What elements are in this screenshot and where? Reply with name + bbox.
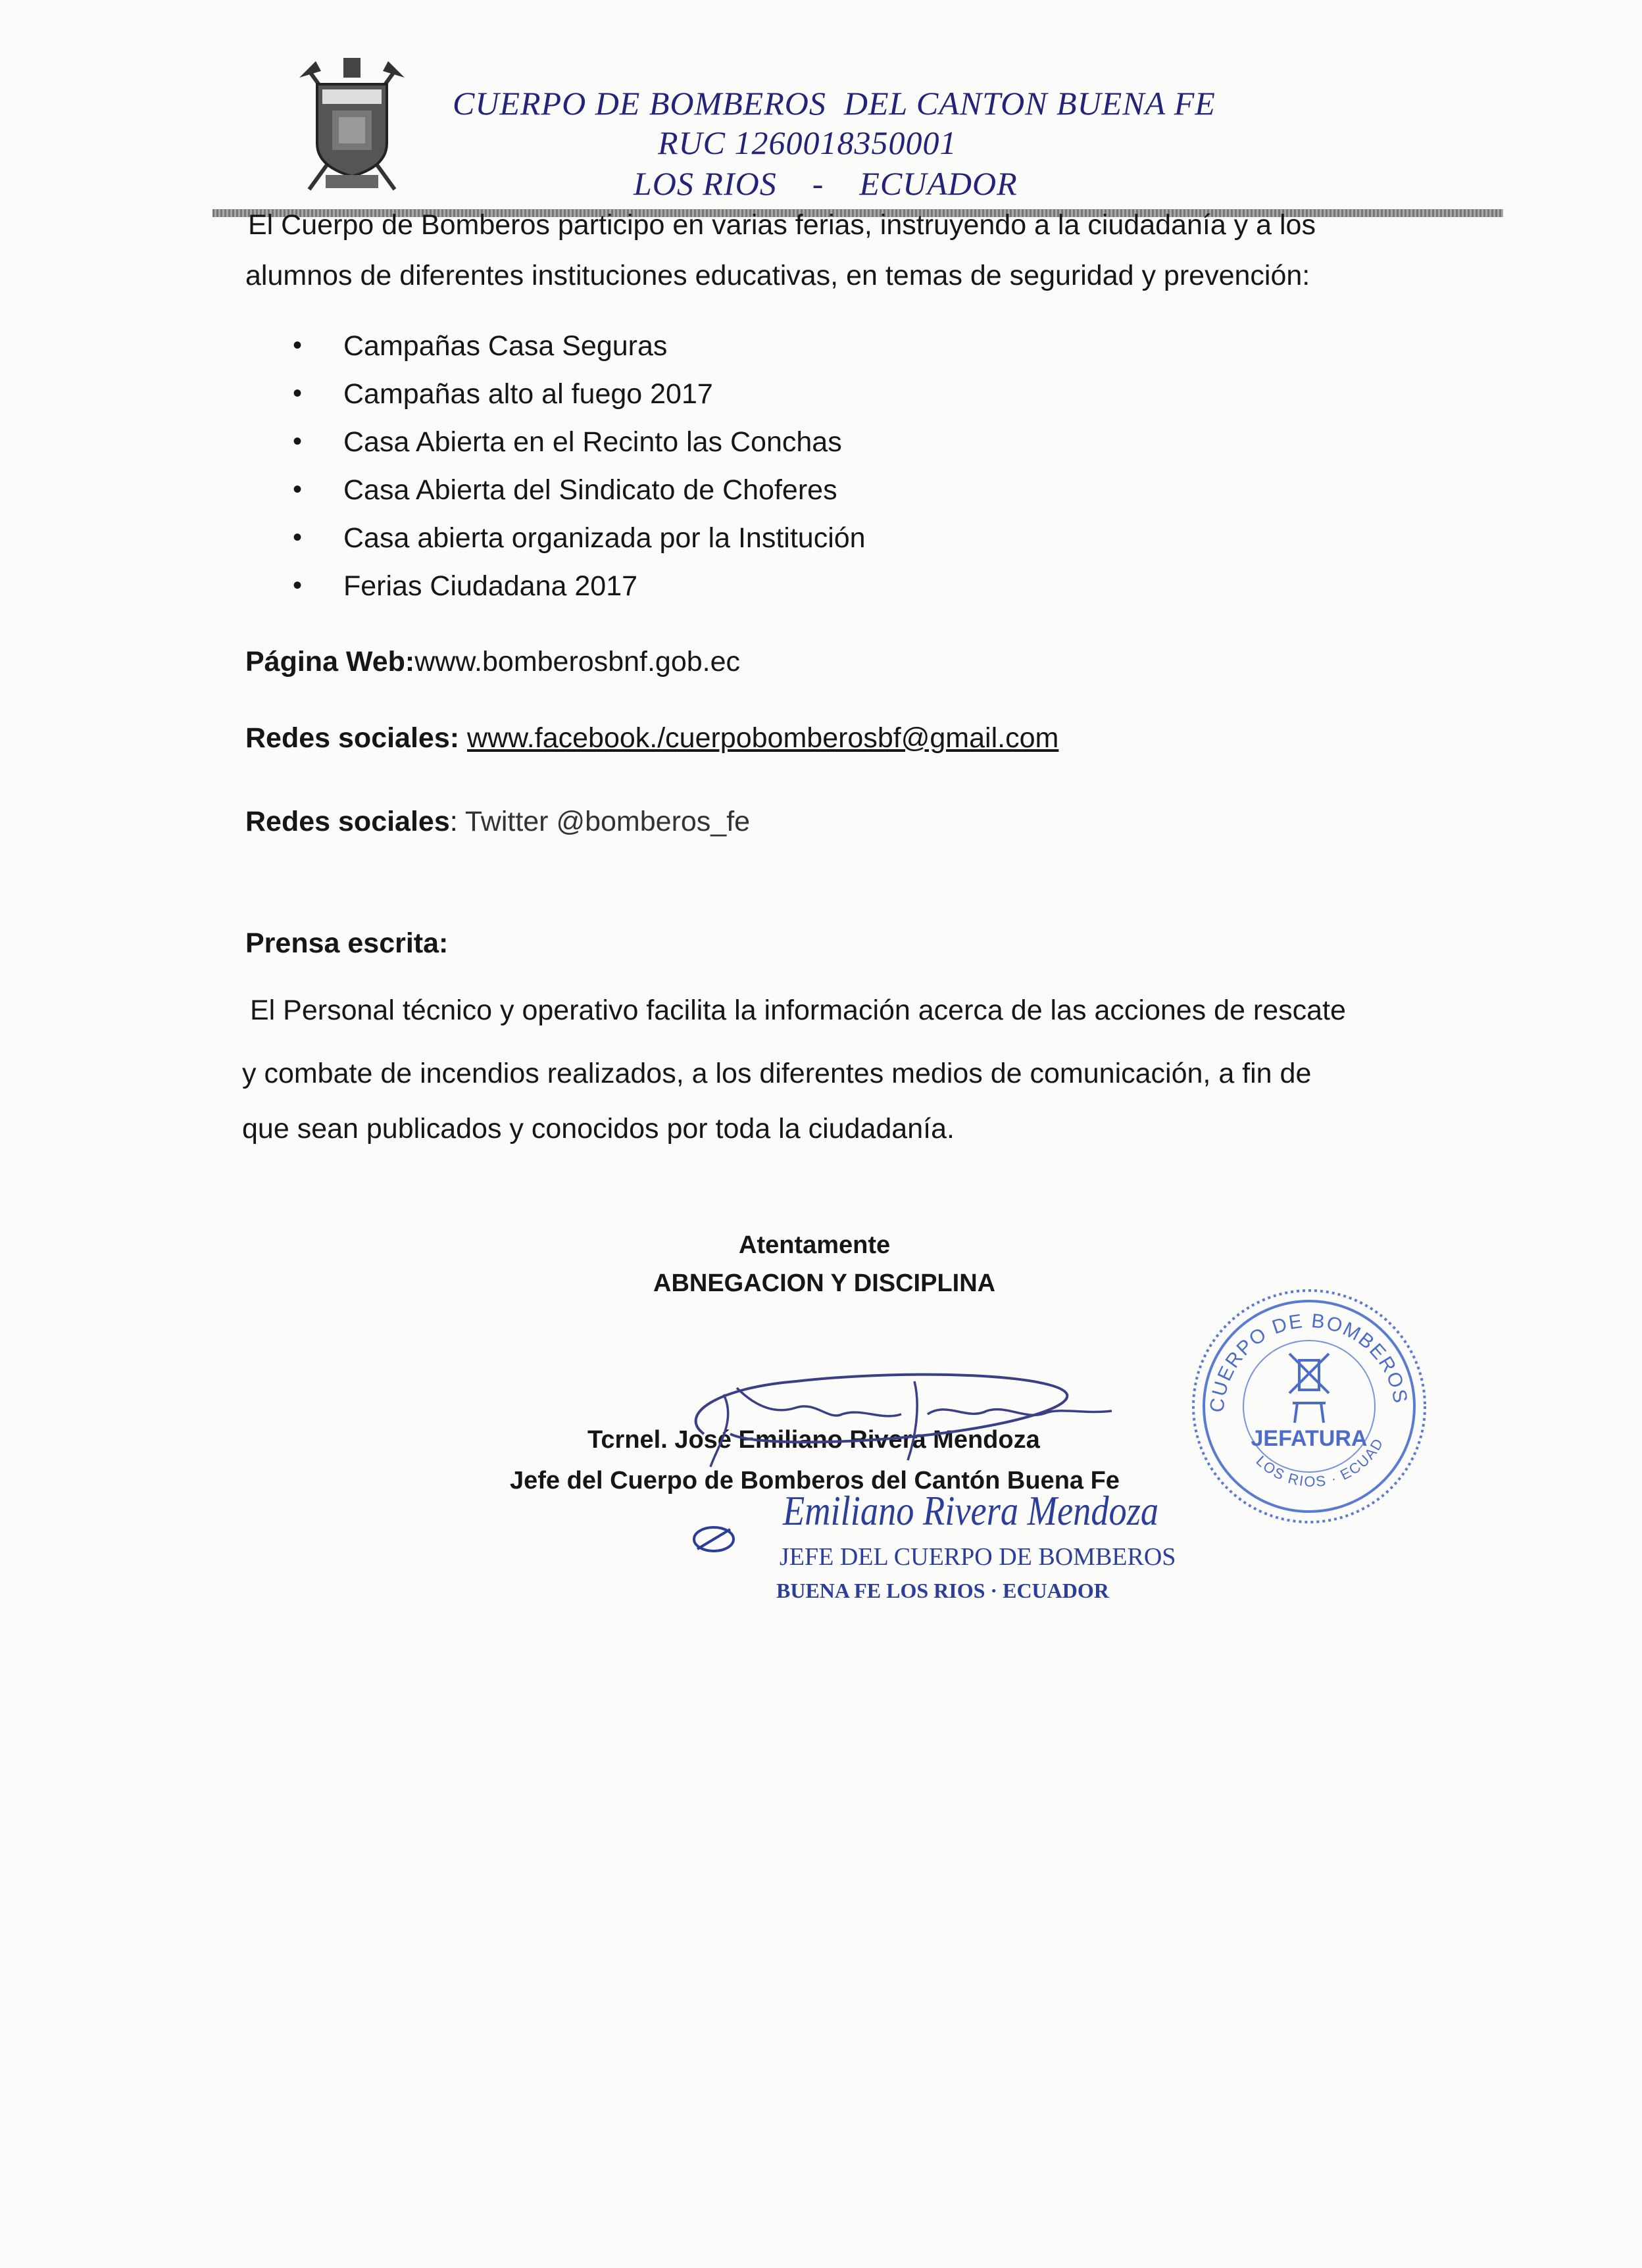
closing-line-1: Atentamente (739, 1231, 891, 1259)
location-heading: LOS RIOS - ECUADOR (634, 165, 1018, 202)
press-line-1: El Personal técnico y operativo facilita la información acerca de las acciones de rescate (250, 995, 1346, 1026)
web-row (245, 646, 740, 678)
social-label-2-colon: : (449, 806, 458, 837)
name-stamp-line-1: Emiliano Rivera Mendoza (783, 1487, 1159, 1534)
ruc-heading: RUC 1260018350001 (658, 124, 957, 161)
list-item: Casa abierta organizada por la Institución (343, 522, 866, 554)
bullet-icon: • (293, 571, 303, 600)
social-row-1 (245, 722, 1058, 754)
seal-ring-text: CUERPO DE BOMBEROS (1206, 1310, 1412, 1414)
bullet-icon: • (293, 379, 303, 408)
round-seal (1184, 1281, 1434, 1531)
social-label-2: Redes sociales (245, 806, 450, 837)
web-label: Página Web: (245, 646, 415, 678)
bullet-icon: • (293, 331, 303, 360)
signer-name: Tcrnel. José Emiliano Rivera Mendoza (587, 1426, 1040, 1454)
facebook-link[interactable]: www.facebook./cuerpobomberosbf@gmail.com (467, 722, 1059, 754)
handwritten-signature (664, 1342, 1125, 1473)
signer-title: Jefe del Cuerpo de Bomberos del Cantón Buena Fe (510, 1467, 1120, 1494)
list-item: Casa Abierta en el Recinto las Conchas (343, 426, 842, 458)
stamp-icon (691, 1519, 737, 1559)
name-stamp-line-2: JEFE DEL CUERPO DE BOMBEROS (780, 1543, 1176, 1571)
press-line-3: que sean publicados y conocidos por toda la ciudadanía. (242, 1113, 955, 1145)
seal-bottom-text: LOS RIOS · ECUAD (1253, 1435, 1387, 1491)
intro-line-1: El Cuerpo de Bomberos participo en varias ferias, instruyendo a la ciudadanía y a los (248, 209, 1316, 241)
name-stamp-line-3: BUENA FE LOS RIOS · ECUADOR (776, 1579, 1109, 1602)
fire-department-crest-icon (296, 58, 408, 196)
press-heading (245, 927, 448, 960)
press-line-2: y combate de incendios realizados, a los diferentes medios de comunicación, a fin de (242, 1058, 1312, 1089)
name-stamp (678, 1473, 1176, 1618)
seal-center-text: JEFATURA (1251, 1426, 1368, 1451)
list-item: Campañas alto al fuego 2017 (343, 378, 713, 410)
social-label-1: Redes sociales: (245, 722, 460, 754)
social-row-2 (245, 806, 750, 838)
intro-line-2: alumnos de diferentes instituciones educativas, en temas de seguridad y prevención: (245, 260, 1310, 291)
list-item: Ferias Ciudadana 2017 (343, 570, 638, 602)
list-item: Casa Abierta del Sindicato de Choferes (343, 474, 837, 506)
web-url-link[interactable]: www.bomberosbnf.gob.ec (414, 646, 741, 678)
twitter-handle: Twitter @bomberos_fe (457, 806, 751, 837)
bullet-icon: • (293, 475, 303, 504)
press-label: Prensa escrita: (245, 927, 449, 959)
closing-line-2: ABNEGACION Y DISCIPLINA (653, 1270, 996, 1297)
list-item: Campañas Casa Seguras (343, 330, 668, 362)
org-name-heading: CUERPO DE BOMBEROS DEL CANTON BUENA FE (453, 85, 1216, 122)
bullet-icon: • (293, 523, 303, 552)
bullet-icon: • (293, 427, 303, 456)
